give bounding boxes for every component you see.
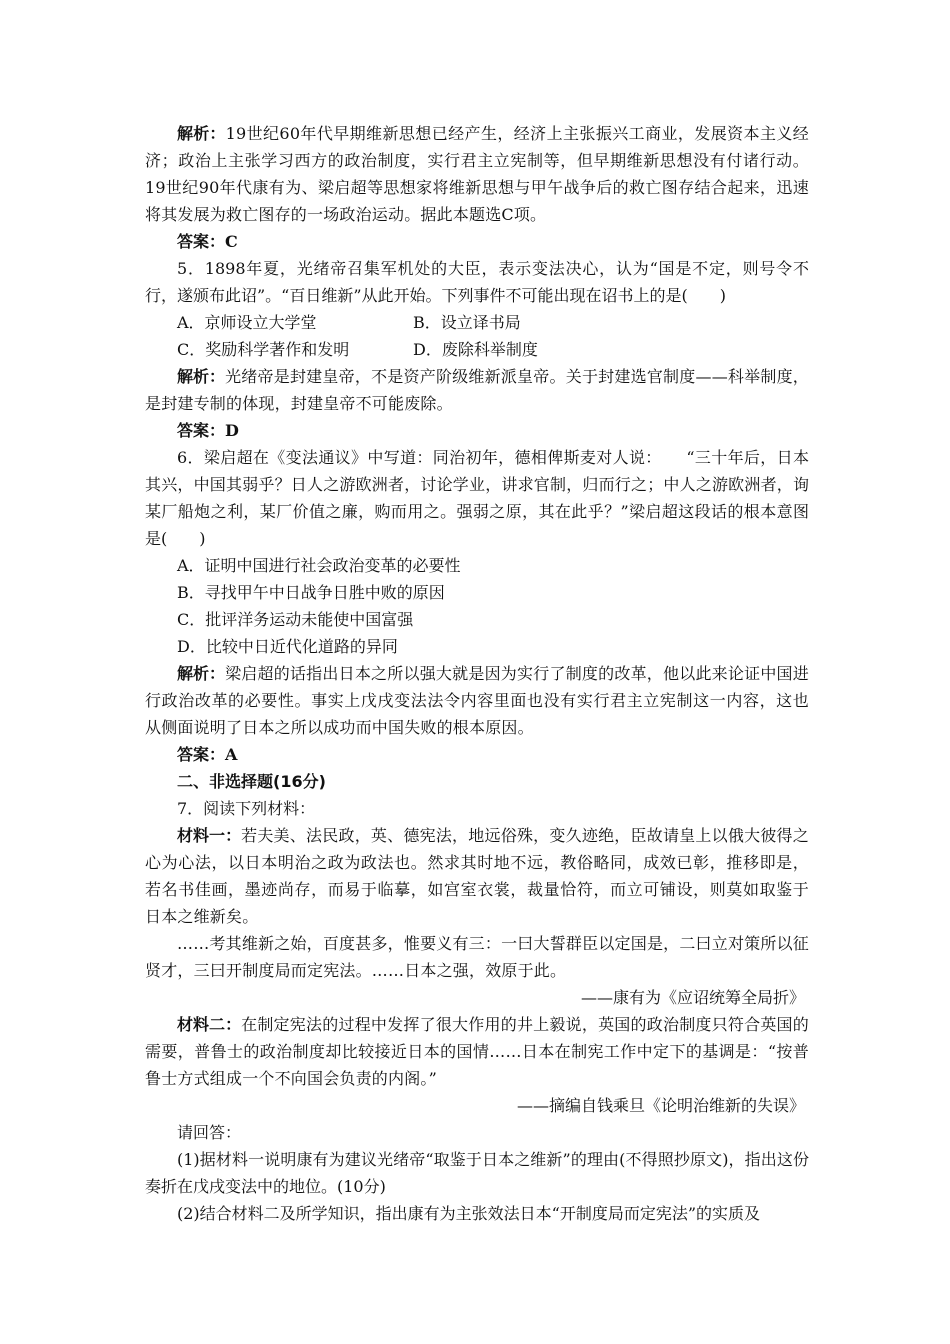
q4-analysis: [145, 120, 809, 228]
q5-option-a: A．京师设立大学堂: [177, 313, 317, 332]
q7-material-2: [145, 1011, 809, 1092]
material-1-source: ——康有为《应诏统筹全局折》: [580, 988, 805, 1007]
section-title: 二、非选择题(16分): [177, 772, 326, 791]
analysis-text: 光绪帝是封建皇帝，不是资产阶级维新派皇帝。关于封建选官制度——科举制度，是封建专制的体现，封建皇帝不可能废除。: [145, 367, 809, 413]
material-1-label: 材料一：: [177, 826, 242, 845]
q7-material-1: [145, 822, 809, 930]
q5-option-b: B．设立译书局: [413, 313, 521, 332]
q5-options-row-2: [145, 336, 809, 363]
q6-option-d: D．比较中日近代化道路的异同: [177, 637, 398, 656]
document-page: [145, 120, 809, 1227]
answer-label: 答案：: [177, 232, 226, 251]
material-2-text: 在制定宪法的过程中发挥了很大作用的井上毅说，英国的政治制度只符合英国的需要，普鲁士的政治制度却比较接近日本的国情……日本在制宪工作中定下的基调是：“按普鲁士方式组成一个不向国会负责的内阁。”: [145, 1015, 809, 1088]
q4-answer: [145, 228, 809, 255]
q6-stem: 6．梁启超在《变法通议》中写道：同治初年，德相俾斯麦对人说： “三十年后，日本其兴，中国其弱乎？日人之游欧洲者，讨论学业，讲求官制，归而行之；中人之游欧洲者，询某厂船炮之利，某厂价值之廉，购而用之。强弱之原，其在此乎？”梁启超这段话的根本意图是( ): [145, 448, 809, 548]
q7-material-1-continued: ……考其维新之始，百度甚多，惟要义有三：一曰大誓群臣以定国是，二曰立对策所以征贤才，三曰开制度局而定宪法。……日本之强，效原于此。: [145, 934, 809, 980]
answer-value: C: [225, 232, 238, 251]
q5-options-row-1: [145, 309, 809, 336]
analysis-label: 解析：: [177, 367, 226, 386]
q6-analysis: [145, 660, 809, 741]
answer-value: D: [225, 421, 239, 440]
answer-value: A: [225, 745, 238, 764]
q5-option-c: C．奖励科学著作和发明: [177, 340, 350, 359]
q6-answer: [145, 741, 809, 768]
q6-option-a: A．证明中国进行社会政治变革的必要性: [177, 556, 461, 575]
analysis-text: 梁启超的话指出日本之所以强大就是因为实行了制度的改革，他以此来论证中国进行政治改革的必要性。事实上戊戌变法法令内容里面也没有实行君主立宪制这一内容，这也从侧面说明了日本之所以成功而中国失败的根本原因。: [145, 664, 809, 737]
q7-stem: 7．阅读下列材料：: [177, 799, 316, 818]
q5-stem: 5．1898年夏，光绪帝召集军机处的大臣，表示变法决心，认为“国是不定，则号令不行，遂颁布此诏”。“百日维新”从此开始。下列事件不可能出现在诏书上的是( ): [145, 259, 809, 305]
answer-label: 答案：: [177, 745, 226, 764]
analysis-text: 19世纪60年代早期维新思想已经产生，经济上主张振兴工商业，发展资本主义经济；政治上主张学习西方的政治制度，实行君主立宪制等，但早期维新思想没有付诸行动。19世纪90年代康有为、梁启超等思想家将维新思想与甲午战争后的救亡图存结合起来，迅速将其发展为救亡图存的一场政治运动。据此本题选C项。: [145, 124, 809, 224]
q6-option-c: C．批评洋务运动未能使中国富强: [177, 610, 414, 629]
q5-answer: [145, 417, 809, 444]
material-2-source: ——摘编自钱乘旦《论明治维新的失误》: [516, 1096, 805, 1115]
q5-analysis: [145, 363, 809, 417]
material-1-text: 若夫美、法民政，英、德宪法，地远俗殊，变久迹绝，臣故请皇上以俄大彼得之心为心法，以日本明治之政为政法也。然求其时地不远，教俗略同，成效已彰，推移即是，若名书佳画，墨迹尚存，而易于临摹，如宫室衣裳，裁量恰符，而立可铺设，则莫如取鉴于日本之维新矣。: [145, 826, 809, 926]
analysis-label: 解析：: [177, 124, 226, 143]
q5-option-d: D．废除科举制度: [413, 340, 538, 359]
material-2-label: 材料二：: [177, 1015, 242, 1034]
q7-sub-question-2: (2)结合材料二及所学知识，指出康有为主张效法日本“开制度局而定宪法”的实质及: [177, 1204, 761, 1223]
q6-option-b: B．寻找甲午中日战争日胜中败的原因: [177, 583, 445, 602]
analysis-label: 解析：: [177, 664, 226, 683]
q7-sub-question-1: (1)据材料一说明康有为建议光绪帝“取鉴于日本之维新”的理由(不得照抄原文)，指出这份奏折在戊戌变法中的地位。(10分): [145, 1150, 809, 1196]
answer-label: 答案：: [177, 421, 226, 440]
q7-prompt: 请回答：: [177, 1123, 242, 1142]
